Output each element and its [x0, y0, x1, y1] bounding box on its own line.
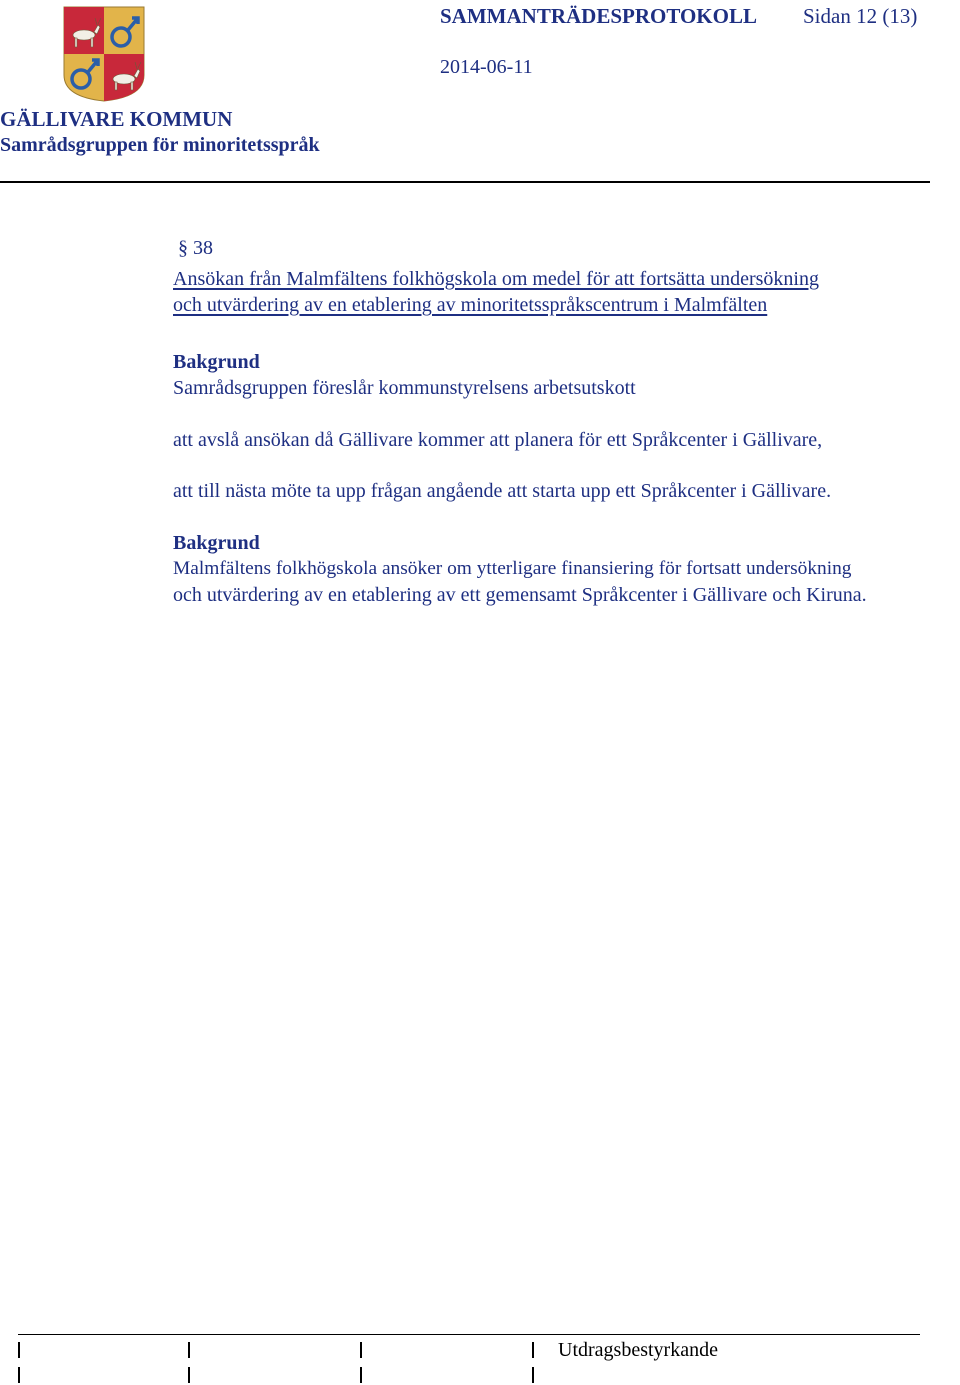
signature-box-divider: [188, 1367, 190, 1383]
signature-box-divider: [18, 1342, 20, 1358]
footer-label: Utdragsbestyrkande: [558, 1339, 718, 1361]
section-number: § 38: [178, 237, 213, 259]
signature-box-divider: [360, 1342, 362, 1358]
document-date: 2014-06-11: [440, 56, 533, 78]
signature-box-divider: [360, 1367, 362, 1383]
signature-box-divider: [188, 1342, 190, 1358]
page-number: Sidan 12 (13): [803, 4, 918, 28]
signature-box-divider: [18, 1367, 20, 1383]
group-name: Samrådsgruppen för minoritetsspråk: [0, 134, 320, 156]
section-title-line2: och utvärdering av en etablering av minoritetsspråkscentrum i Malmfälten: [173, 294, 768, 316]
header-divider: [0, 181, 930, 183]
heading-bakgrund-2: Bakgrund: [173, 532, 260, 554]
signature-box-divider: [532, 1367, 534, 1383]
signature-box-divider: [532, 1342, 534, 1358]
paragraph1-line1: Samrådsgruppen föreslår kommunstyrelsens arbetsutskott: [173, 377, 636, 399]
paragraph2-line1: Malmfältens folkhögskola ansöker om ytterligare finansiering för fortsatt undersökning: [173, 558, 852, 579]
document-title: SAMMANTRÄDESPROTOKOLL: [440, 4, 757, 28]
heading-bakgrund-1: Bakgrund: [173, 351, 260, 373]
section-title-line1: Ansökan från Malmfältens folkhögskola om medel för att fortsätta undersökning: [173, 268, 819, 290]
paragraph1-line3: att till nästa möte ta upp frågan angående att starta upp ett Språkcenter i Gällivare.: [173, 480, 832, 502]
paragraph1-line2: att avslå ansökan då Gällivare kommer att planera för ett Språkcenter i Gällivare,: [173, 429, 823, 451]
municipal-crest-icon: [62, 5, 146, 103]
organization-name: GÄLLIVARE KOMMUN: [0, 107, 233, 131]
paragraph2-line2: och utvärdering av en etablering av ett gemensamt Språkcenter i Gällivare och Kiruna.: [173, 584, 867, 606]
footer-signature-line: [18, 1334, 920, 1335]
